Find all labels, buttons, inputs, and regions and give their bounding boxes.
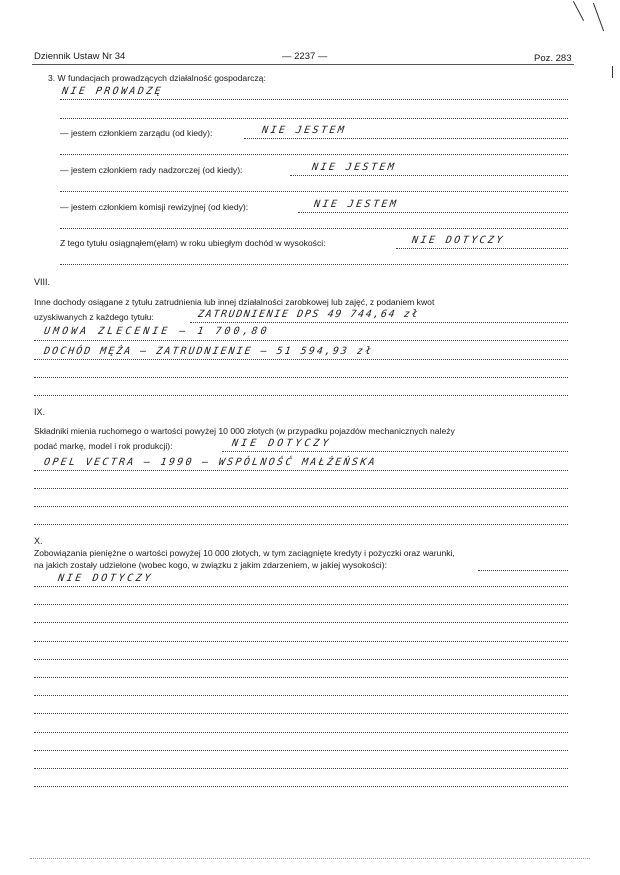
s10-line1: Zobowiązania pieniężne o wartości powyżej 10 000 złotych, w tym zaciągnięte kredyty i pożyczki oraz warunki, <box>34 548 455 558</box>
s8-line2-dots <box>190 322 568 323</box>
s9-line2: podać markę, model i rok produkcji): <box>34 441 173 451</box>
s10-line2: na jakich zostały udzielone (wobec kogo, w związku z jakim zdarzeniem, w jakiej wysokości): <box>34 560 387 570</box>
s3-answer-line <box>60 99 568 100</box>
s10-answer-line <box>34 732 568 733</box>
s9-answer2-line <box>34 470 568 471</box>
s3-komisja-answer: NIE JESTEM <box>313 199 399 210</box>
s9-answer2: OPEL VECTRA – 1990 – WSPÓLNOŚĆ MAŁŻEŃSKA <box>43 457 378 468</box>
s8-answer1: ZATRUDNIENIE DPS 49 744,64 zł <box>197 309 420 320</box>
s10-answer1: NIE DOTYCZY <box>57 573 154 584</box>
s8-answer2: UMOWA ZLECENIE – 1 700,80 <box>43 326 271 337</box>
s8-extra-line-1 <box>34 377 568 378</box>
s10-answer-line <box>34 768 568 769</box>
s8-answer3-line <box>34 359 568 360</box>
s10-answer-line <box>34 622 568 623</box>
header-page-number: — 2237 — <box>282 51 328 62</box>
s10-answer-line <box>34 786 568 787</box>
s9-extra-line-2 <box>34 506 568 507</box>
s8-answer3: DOCHÓD MĘŻA – ZATRUDNIENIE – 51 594,93 zł <box>43 346 374 357</box>
s8-extra-line-2 <box>34 395 568 396</box>
s3-dochod-answer: NIE DOTYCZY <box>411 235 506 246</box>
s10-answer-line <box>34 713 568 714</box>
s9-title: IX. <box>34 407 46 417</box>
s3-zarzad-line <box>244 138 568 139</box>
s10-answer-line <box>34 604 568 605</box>
s3-dochod-extra-line <box>60 264 568 265</box>
s10-line2-dots <box>478 570 568 571</box>
s3-rada-line <box>290 175 568 176</box>
header-position: Poz. 283 <box>534 53 572 64</box>
header-rule <box>32 64 574 65</box>
s3-dochod-label: Z tego tytułu osiągnąłem(ęłam) w roku ubiegłym dochód w wysokości: <box>60 238 326 248</box>
s3-rada-label: — jestem członkiem rady nadzorczej (od kiedy): <box>60 165 243 175</box>
s3-rada-answer: NIE JESTEM <box>311 162 397 173</box>
s3-komisja-extra-line <box>60 228 568 229</box>
s9-extra-line-3 <box>34 524 568 525</box>
s9-answer1: NIE DOTYCZY <box>231 438 333 449</box>
s9-line1: Składniki mienia ruchomego o wartości powyżej 10 000 złotych (w przypadku pojazdów mechanicznych należy <box>34 426 455 436</box>
s3-answer: NIE PROWADZĘ <box>61 86 164 97</box>
s8-line1: Inne dochody osiągane z tytułu zatrudnienia lub innej działalności zarobkowej lub zajęć, z podaniem kwot <box>34 297 435 307</box>
s3-komisja-label: — jestem członkiem komisji rewizyjnej (od kiedy): <box>60 202 249 212</box>
s3-zarzad-extra-line <box>60 154 568 155</box>
s10-title: X. <box>34 536 43 546</box>
s8-answer2-line <box>34 340 568 341</box>
s3-extra-line <box>60 118 568 119</box>
s10-answer-line <box>34 695 568 696</box>
s3-komisja-line <box>298 212 568 213</box>
s3-dochod-line <box>396 248 568 249</box>
s8-line2: uzyskiwanych z każdego tytułu: <box>34 312 154 322</box>
s8-title: VIII. <box>34 277 51 287</box>
s3-zarzad-label: — jestem członkiem zarządu (od kiedy): <box>60 128 213 138</box>
s10-answer-line <box>34 659 568 660</box>
header-journal-name: Dziennik Ustaw Nr 34 <box>34 51 126 62</box>
s3-rada-extra-line <box>60 191 568 192</box>
s10-answer-line <box>34 677 568 678</box>
s10-answer-line <box>34 586 568 587</box>
page-bottom-edge <box>30 858 590 859</box>
s3-label: 3. W fundacjach prowadzących działalność gospodarczą: <box>48 73 266 83</box>
s9-line2-dots <box>222 451 568 452</box>
s10-answer-line <box>34 750 568 751</box>
s9-extra-line-1 <box>34 488 568 489</box>
scan-mark-corner-1 <box>573 1 584 21</box>
s10-answer-line <box>34 641 568 642</box>
s3-zarzad-answer: NIE JESTEM <box>261 125 347 136</box>
scan-mark-edge <box>612 66 613 78</box>
scan-mark-corner-2 <box>593 3 604 32</box>
